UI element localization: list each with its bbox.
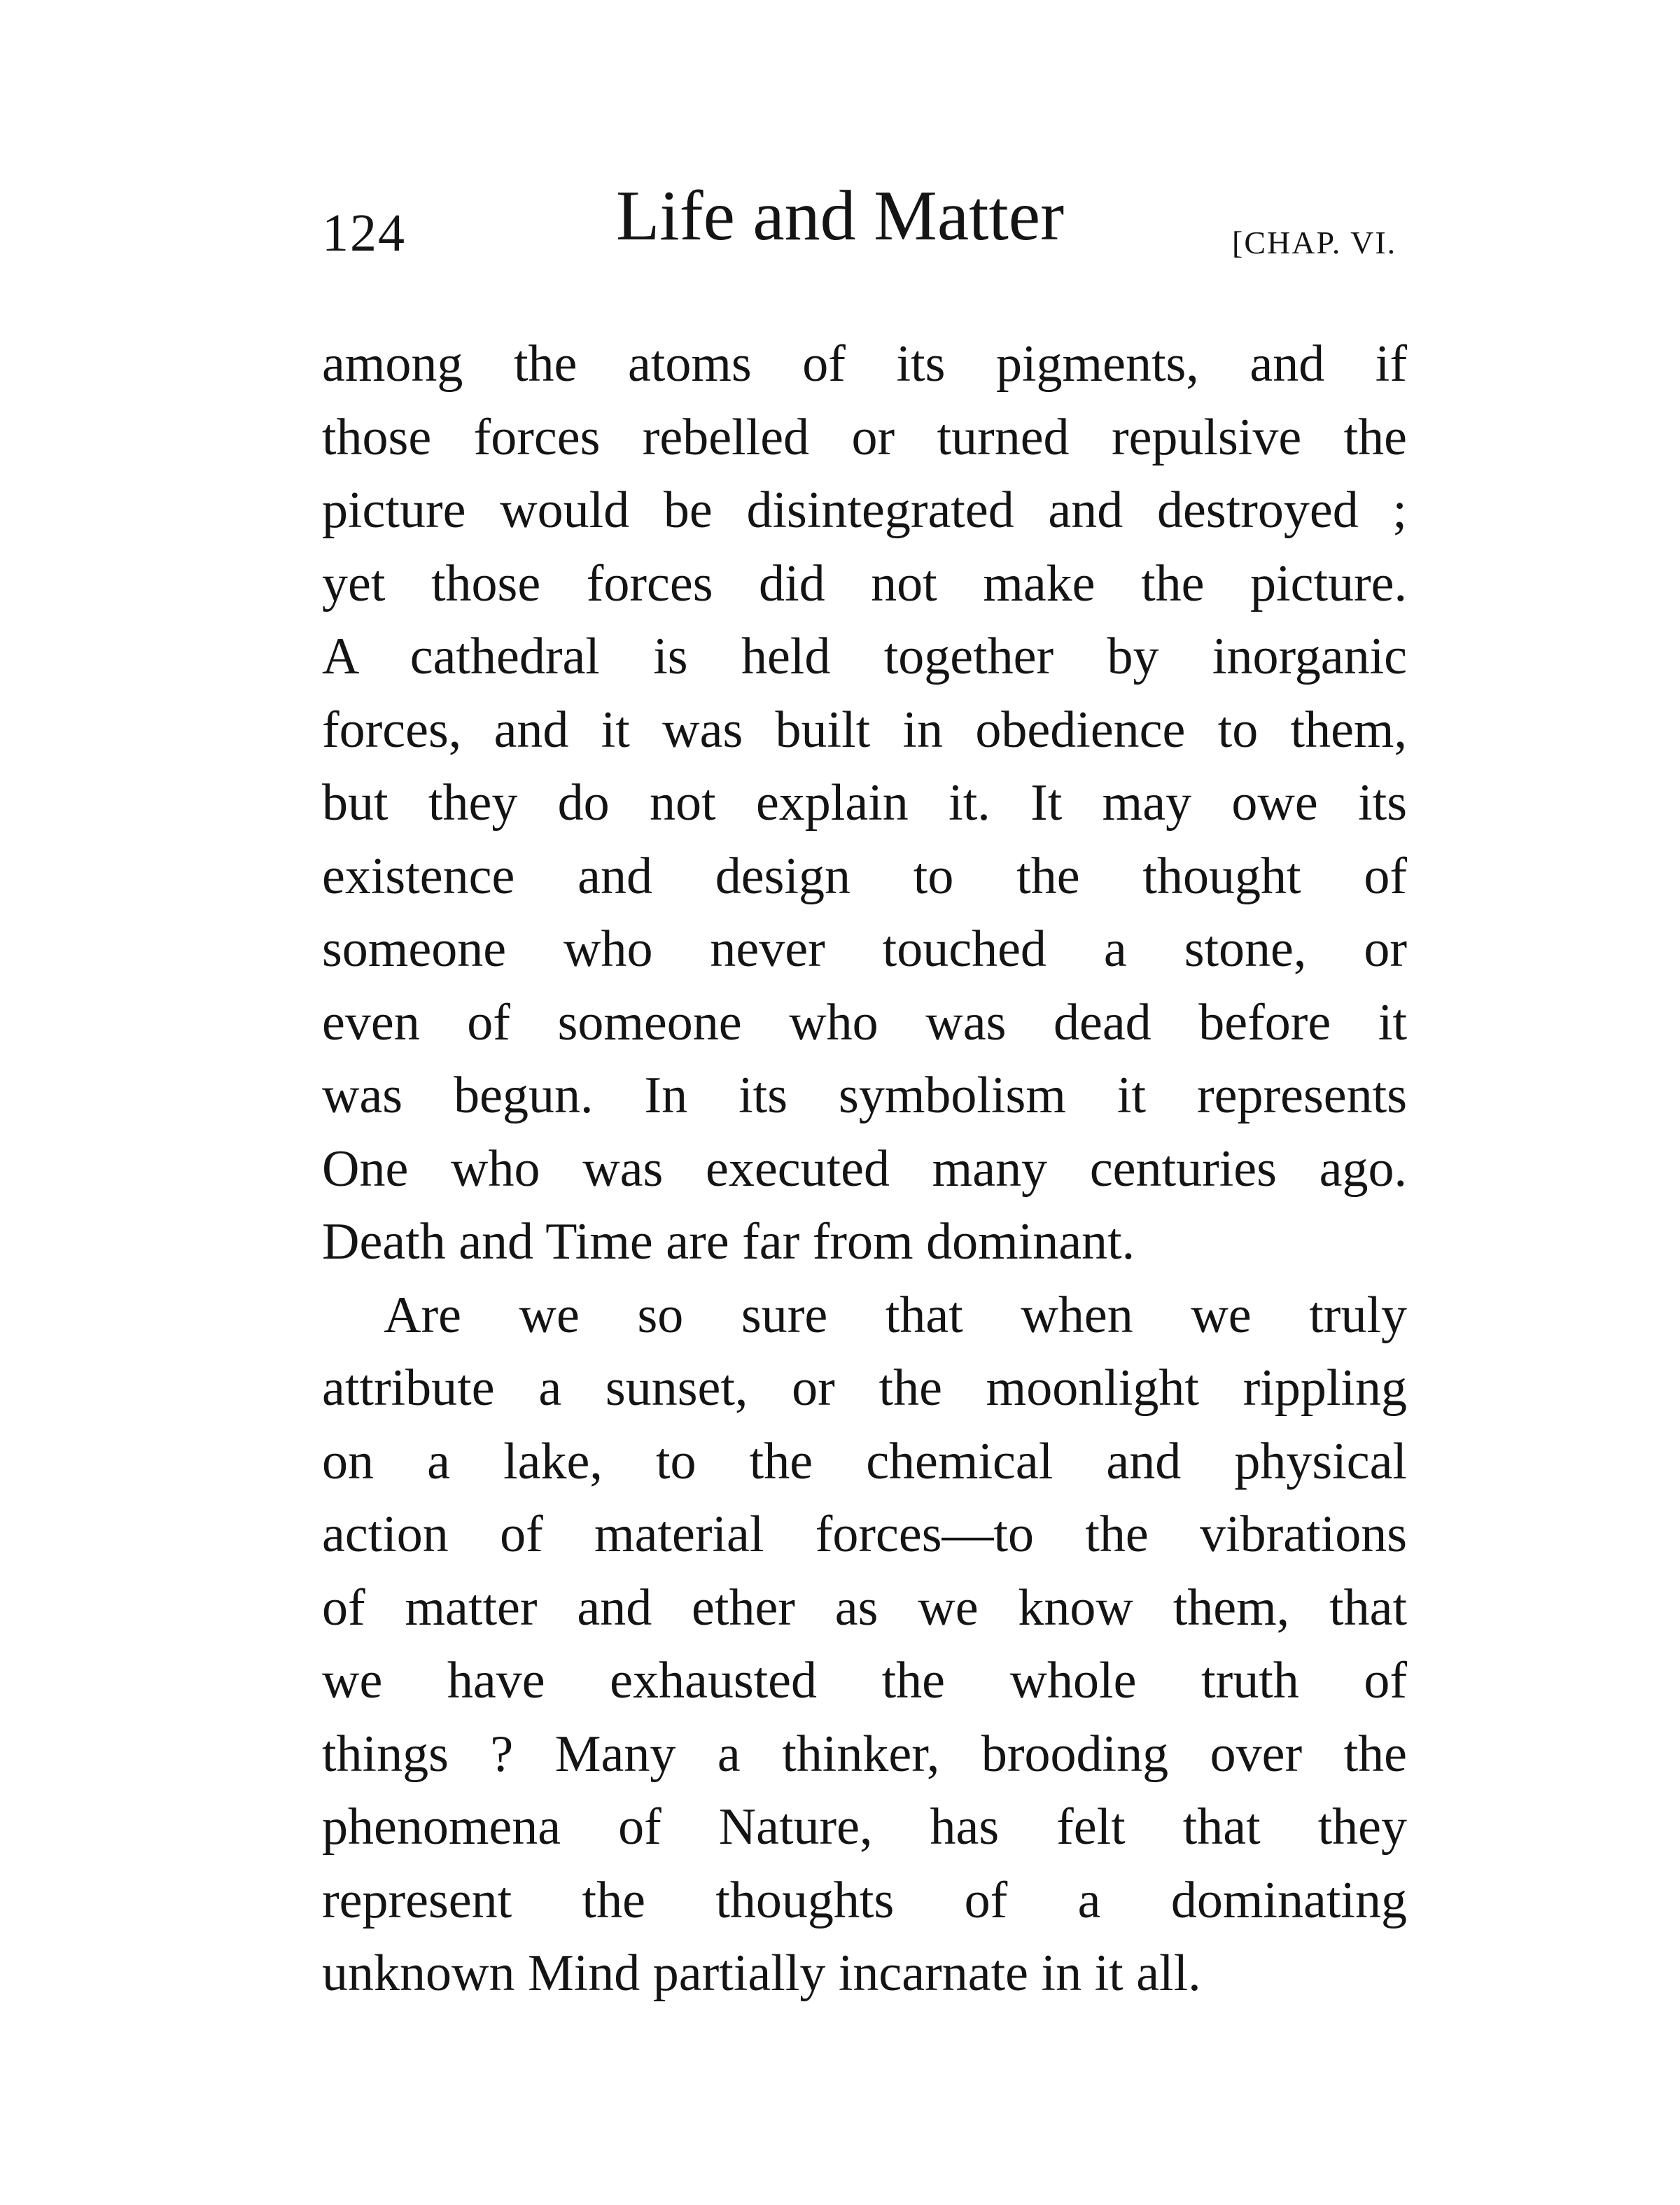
text-line: among the atoms of its pigments, and if [322, 335, 1407, 393]
running-title: Life and Matter [616, 176, 1065, 255]
paragraph [322, 328, 1407, 1279]
text-line: yet those forces did not make the picture. [322, 554, 1407, 612]
text-line: A cathedral is held together by inorganic [322, 628, 1407, 685]
text-line: was begun. In its symbolism it represents [322, 1067, 1407, 1124]
page-number: 124 [322, 204, 406, 262]
text-line: Are we so sure that when we truly [384, 1286, 1407, 1344]
text-line: forces, and it was built in obedience to them, [322, 701, 1407, 759]
text-line: those forces rebelled or turned repulsive the [322, 408, 1407, 466]
text-line: Death and Time are far from dominant. [322, 1213, 1135, 1270]
paragraph [322, 1279, 1407, 2010]
text-line: unknown Mind partially incarnate in it all. [322, 1945, 1201, 2002]
text-line: of matter and ether as we know them, that [322, 1578, 1407, 1637]
text-line: on a lake, to the chemical and physical [322, 1432, 1407, 1490]
text-line: One who was executed many centuries ago. [322, 1140, 1407, 1198]
running-header [322, 175, 1414, 273]
text-line: even of someone who was dead before it [322, 993, 1407, 1051]
text-line: picture would be disintegrated and destroyed ; [322, 482, 1407, 539]
text-line: existence and design to the thought of [322, 847, 1407, 905]
text-line: represent the thoughts of a dominating [322, 1871, 1407, 1929]
chapter-label: [CHAP. VI. [1232, 225, 1397, 260]
text-line: phenomena of Nature, has felt that they [322, 1798, 1407, 1856]
text-line: things ? Many a thinker, brooding over the [322, 1725, 1407, 1783]
text-line: attribute a sunset, or the moonlight rippling [322, 1359, 1407, 1417]
text-line: action of material forces—to the vibrations [322, 1506, 1407, 1563]
text-line: we have exhausted the whole truth of [322, 1652, 1407, 1709]
page-body [322, 328, 1407, 2010]
text-line: but they do not explain it. It may owe its [322, 774, 1407, 832]
text-line: someone who never touched a stone, or [322, 920, 1407, 978]
